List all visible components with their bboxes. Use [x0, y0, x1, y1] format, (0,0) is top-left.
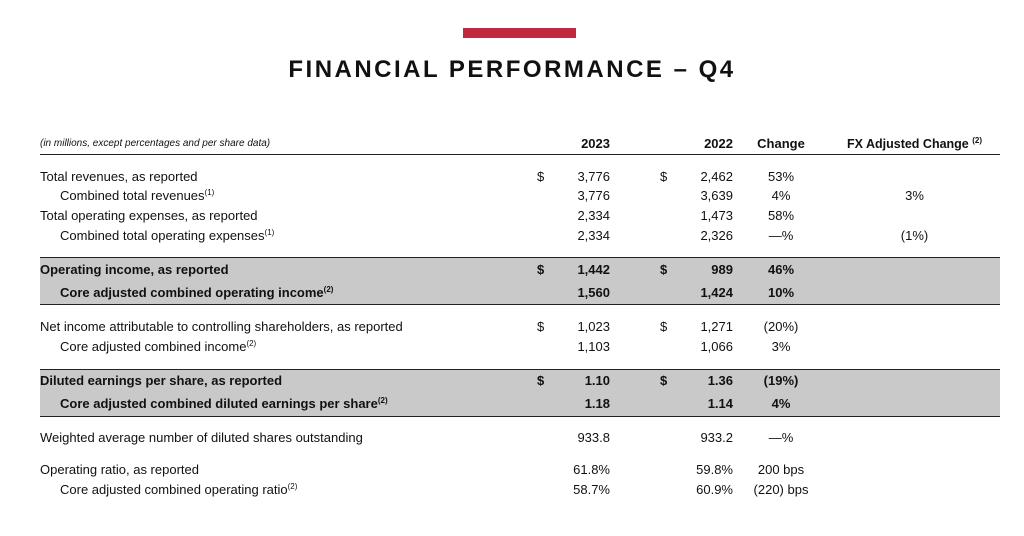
table-row	[40, 167, 1000, 187]
value-2022: 1.14	[678, 393, 733, 417]
fx-header-footnote: (2)	[972, 136, 983, 145]
table-row	[40, 429, 1000, 449]
value-2022: 3,639	[700, 188, 733, 204]
change-value: 58%	[767, 207, 795, 223]
row-label: Core adjusted combined operating ratio$^{(2)}$	[60, 481, 298, 497]
currency-symbol: $	[537, 369, 555, 393]
value-2023: 1.10	[555, 369, 610, 393]
change-value: 3%	[771, 338, 791, 354]
table-row	[40, 226, 1000, 246]
change-value: 53%	[767, 168, 795, 184]
value-2022: 60.9%	[696, 481, 733, 497]
value-2022: 59.8%	[696, 461, 733, 477]
row-label: Net income attributable to controlling shareholders, as reported	[40, 319, 403, 335]
financial-table	[40, 132, 1000, 499]
page-title: FINANCIAL PERFORMANCE – Q4	[288, 56, 736, 83]
value-2022: 1,424	[678, 281, 733, 305]
currency-symbol: $	[537, 319, 545, 335]
change-value: 10%	[733, 281, 829, 305]
currency-symbol: $	[660, 369, 678, 393]
change-value: (220) bps	[753, 481, 809, 497]
table-header	[40, 132, 1000, 155]
row-label: Core adjusted combined diluted earnings per share$^{(2)}$	[40, 393, 537, 417]
units-note: (in millions, except percentages and per share data)	[40, 138, 271, 149]
currency-symbol: $	[660, 168, 668, 184]
value-2023: 1,103	[577, 338, 610, 354]
footnote-marker: (2)	[377, 396, 388, 406]
value-2022: 2,462	[700, 168, 733, 184]
row-label: Total revenues, as reported	[40, 168, 198, 184]
footnote-marker: (1)	[264, 227, 275, 237]
row-label: Operating income, as reported	[40, 258, 537, 282]
footnote-marker: (2)	[246, 338, 257, 348]
value-2022: 1.36	[678, 369, 733, 393]
table-row	[40, 480, 1000, 500]
table-row	[40, 187, 1000, 207]
change-value: 46%	[733, 258, 829, 282]
currency-symbol: $	[660, 258, 678, 282]
currency-symbol: $	[537, 168, 545, 184]
value-2023: 2,334	[577, 207, 610, 223]
value-2022: 1,473	[700, 207, 733, 223]
change-value: 4%	[733, 393, 829, 417]
table-row	[40, 460, 1000, 480]
footnote-marker: (2)	[287, 481, 298, 491]
value-2023: 61.8%	[573, 461, 610, 477]
row-label: Operating ratio, as reported	[40, 461, 199, 477]
row-label: Core adjusted combined income$^{(2)}$	[60, 338, 257, 354]
value-2023: 58.7%	[573, 481, 610, 497]
value-2023: 1,023	[577, 319, 610, 335]
footnote-marker: (1)	[204, 188, 215, 198]
fx-change-value: (1%)	[900, 227, 929, 243]
change-value: (19%)	[733, 369, 829, 393]
change-value: (20%)	[763, 319, 799, 335]
fx-header-label: FX Adjusted Change	[846, 137, 969, 151]
row-label: Core adjusted combined operating income$^{(2)}$	[40, 281, 537, 305]
value-2022: 1,066	[700, 338, 733, 354]
change-value: —%	[768, 430, 794, 446]
value-2023: 3,776	[577, 168, 610, 184]
value-2023: 933.8	[577, 430, 610, 446]
table-row-highlighted	[40, 258, 1000, 282]
table-row-highlighted	[40, 393, 1000, 417]
fx-change-value	[829, 167, 1000, 187]
value-2023: 1.18	[555, 393, 610, 417]
fx-change-value: 3%	[905, 188, 924, 204]
footnote-marker: (2)	[323, 284, 334, 294]
value-2022: 1,271	[700, 319, 733, 335]
row-label: Total operating expenses, as reported	[40, 207, 258, 223]
row-label: Diluted earnings per share, as reported	[40, 369, 537, 393]
change-value: —%	[768, 227, 794, 243]
change-value: 4%	[771, 188, 791, 204]
currency-symbol: $	[537, 258, 555, 282]
currency-symbol: $	[660, 319, 668, 335]
row-label: Combined total revenues$^{(1)}$	[60, 188, 215, 204]
fx-change-value	[829, 206, 1000, 226]
value-2022: 2,326	[700, 227, 733, 243]
value-2023: 1,442	[555, 258, 610, 282]
value-2023: 3,776	[577, 188, 610, 204]
value-2022: 933.2	[700, 430, 733, 446]
accent-bar	[463, 28, 576, 38]
column-header-fx-adjusted-change	[829, 132, 1000, 155]
table-row	[40, 317, 1000, 337]
change-value: 200 bps	[757, 461, 805, 477]
value-2022: 989	[678, 258, 733, 282]
row-label: Weighted average number of diluted shares outstanding	[40, 430, 363, 446]
column-header-2023: 2023	[581, 136, 610, 151]
value-2023: 2,334	[577, 227, 610, 243]
column-header-2022: 2022	[704, 136, 733, 151]
table-row-highlighted	[40, 369, 1000, 393]
table-row	[40, 337, 1000, 357]
value-2023: 1,560	[555, 281, 610, 305]
table-row	[40, 206, 1000, 226]
column-header-change: Change	[757, 136, 805, 151]
table-row-highlighted	[40, 281, 1000, 305]
row-label: Combined total operating expenses$^{(1)}$	[60, 227, 275, 243]
